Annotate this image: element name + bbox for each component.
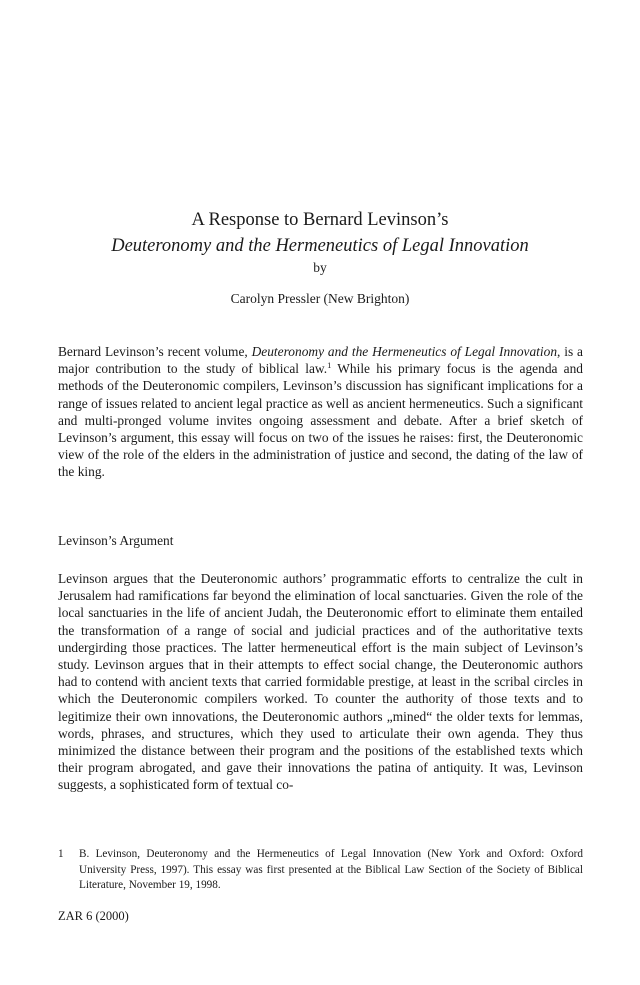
byline: by bbox=[313, 260, 327, 275]
argument-text: Levinson argues that the Deuteronomic authors’ programmatic efforts to centralize the cult in Jerusalem had ramifications far beyond the elimination of local sanctuaries. Given the role of the local sanctuaries in the life of ancient Judah, the Deuteronomic effort to eliminate them entailed the transformation of a range of social and judicial practices and of the authoritative texts undergirding those practices. The latter hermeneutical effort is the main subject of Levinson’s study. Levinson argues that in their attempts to effect social change, the Deuteronomic authors had to contend with ancient texts that carried formidable prestige, at least in the scribal circles in which the Deuteronomic compilers worked. To counter the authority of those texts and to legitimize their own innovations, the Deuteronomic authors „mined“ the older texts for lemmas, words, phrases, and structures, which they used to articulate their own agenda. They thus minimized the distance between their program and the positions of the established texts which their program abrogated, and gave their innovations the patina of antiquity. It was, Levinson suggests, a sophisticated form of textual co- bbox=[58, 571, 583, 793]
intro-text-part-3: While his primary focus is the agenda and methods of the Deuteronomic compilers, Levinson’s discussion has significant implications for a range of issues related to ancient legal practice as well as ancient hermeneutics. Such a significant and multi-pronged volume invites ongoing assessment and debate. After a brief sketch of Levinson’s argument, this essay will focus on two of the issues he raises: first, the Deuteronomic view of the role of the elders in the administration of justice and second, the dating of the law of the king. bbox=[58, 361, 584, 480]
argument-paragraph bbox=[58, 570, 583, 794]
footnote-ref-1: 1 bbox=[327, 360, 332, 371]
title-line-2: Deuteronomy and the Hermeneutics of Legal Innovation bbox=[111, 236, 529, 256]
intro-text-part-1: Bernard Levinson’s recent volume, bbox=[58, 344, 252, 359]
intro-paragraph bbox=[58, 343, 583, 481]
book-title-reference: Deuteronomy and the Hermeneutics of Legal Innovation bbox=[251, 344, 558, 359]
author-line: Carolyn Pressler (New Brighton) bbox=[230, 291, 410, 306]
journal-reference: ZAR 6 (2000) bbox=[58, 909, 129, 923]
article-title bbox=[60, 207, 580, 259]
footnote bbox=[58, 847, 583, 894]
section-heading: Levinson’s Argument bbox=[58, 533, 174, 548]
title-line-1: A Response to Bernard Levinson’s bbox=[191, 210, 449, 230]
footnote-number: 1 bbox=[58, 848, 64, 860]
intro-text-part-2: , is a major contribution to the study of biblical law. bbox=[58, 344, 583, 377]
footnote-text: B. Levinson, Deuteronomy and the Hermeneutics of Legal Innovation (New York and Oxford: Oxford University Press, 1997). This essay was first presented at the Biblical Law Section of the Society of Biblical Literature, November 19, 1998. bbox=[79, 848, 583, 892]
